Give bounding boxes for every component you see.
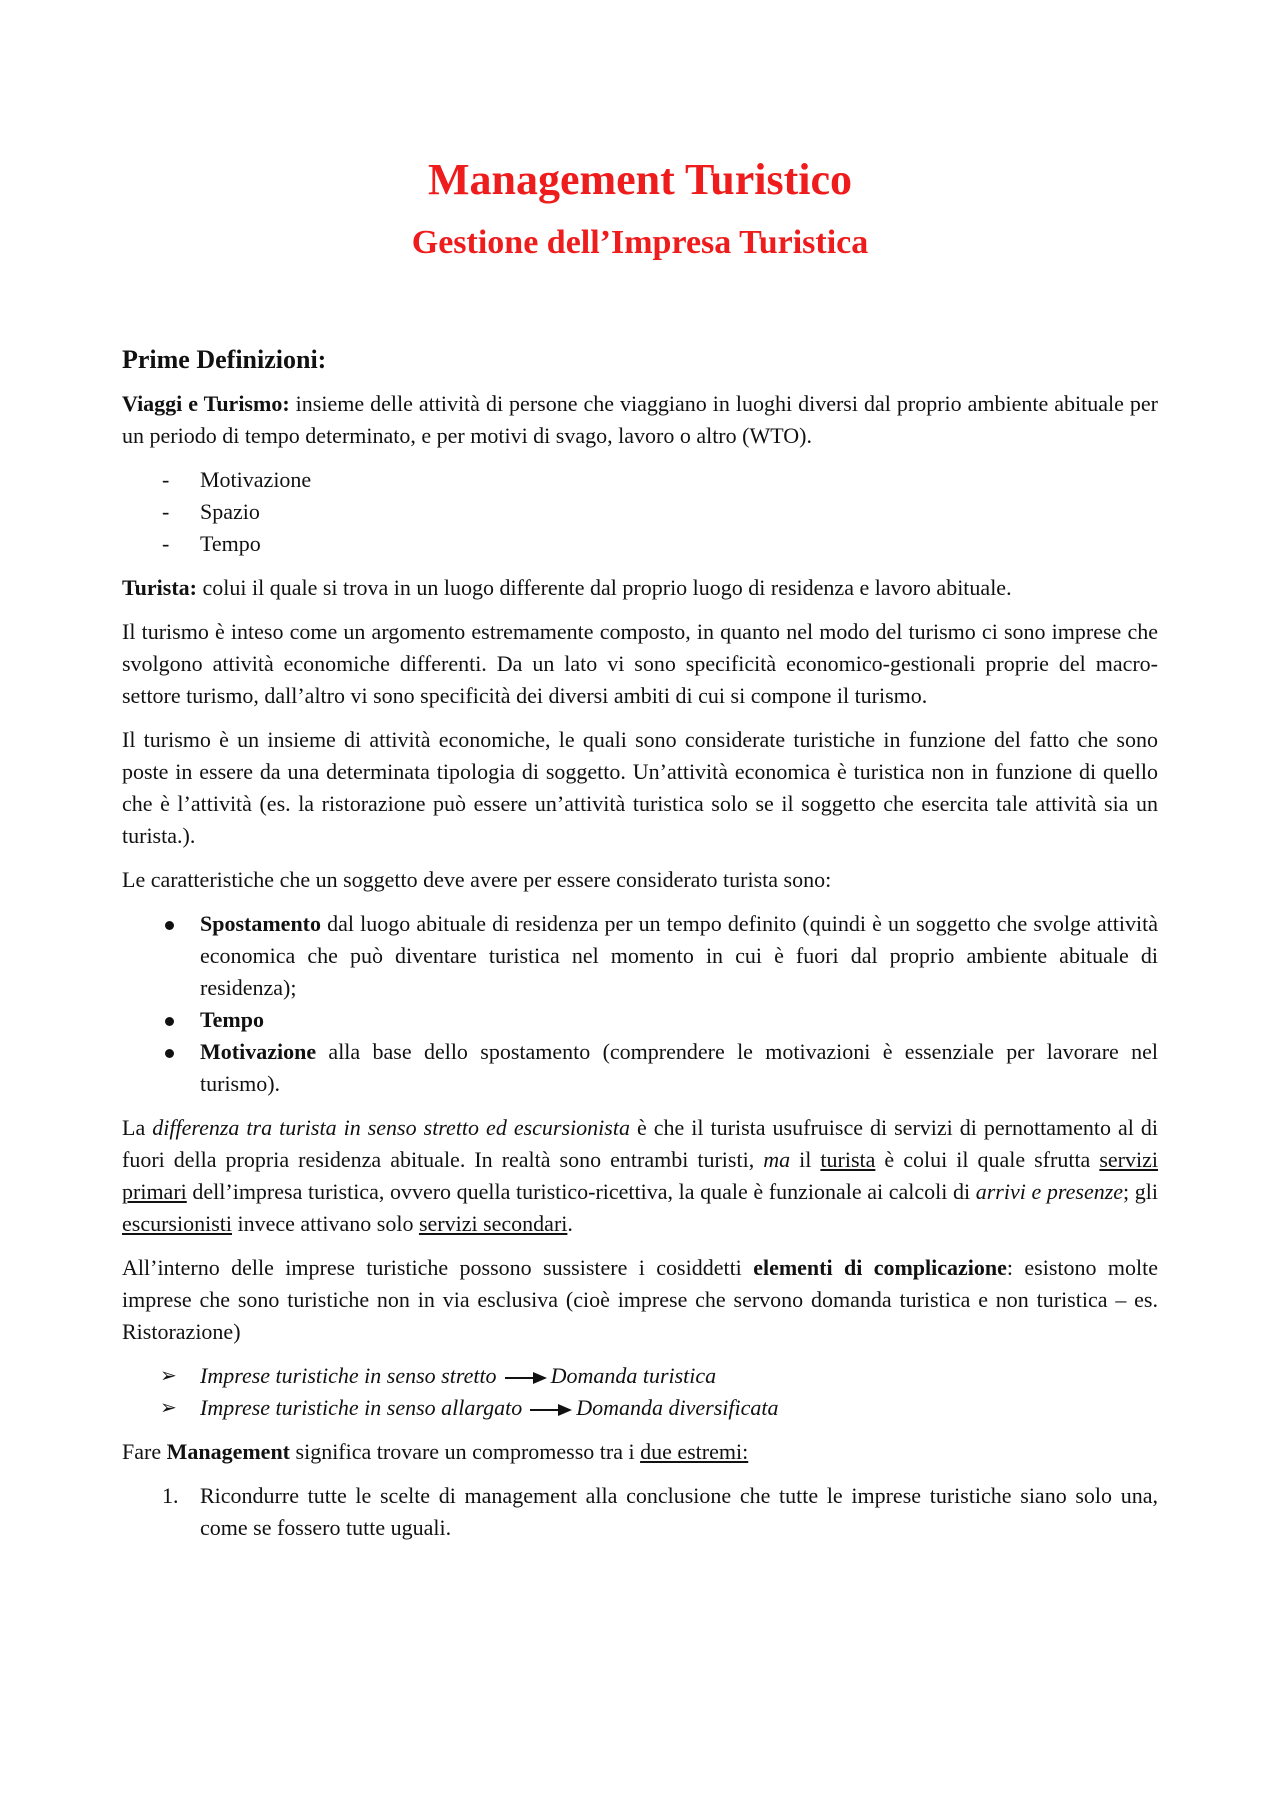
italic-run: ma (763, 1147, 791, 1172)
text-run: il (790, 1147, 821, 1172)
list-item-text: Motivazione (200, 467, 312, 492)
text-run: Fare (122, 1439, 167, 1464)
term-viaggi-turismo: Viaggi e Turismo: (122, 391, 290, 416)
bullet-icon (165, 1049, 174, 1058)
document-subtitle: Gestione dell’Impresa Turistica (411, 224, 869, 261)
bold-run: elementi di complicazione (753, 1255, 1007, 1280)
bullet-term: Spostamento (200, 911, 322, 936)
list-item (122, 1392, 1158, 1424)
text-run: significa trovare un compromesso tra i (290, 1439, 641, 1464)
paragraph-management (122, 1436, 1158, 1468)
arrowhead-bullet-icon: ➢ (160, 1365, 177, 1387)
text-run: : esistono molte imprese che sono turistiche non in via esclusiva (cioè imprese che servono domanda turistica e non turistica – es. Ristorazione) (122, 1255, 1158, 1344)
list-item (122, 1480, 1158, 1544)
list-item (122, 528, 1158, 560)
arrow-item-right: Domanda diversificata (576, 1395, 779, 1420)
arrow-item-left: Imprese turistiche in senso allargato (200, 1395, 523, 1420)
bullet-text: alla base dello spostamento (comprendere le motivazioni è essenziale per lavorare nel turismo). (200, 1039, 1158, 1096)
underlined-run: servizi primari (122, 1147, 1159, 1204)
definition-text: insieme delle attività di persone che viaggiano in luoghi diversi dal proprio ambiente abituale per un periodo di tempo determinato, e per motivi di svago, lavoro o altro (WTO). (122, 391, 1158, 448)
bullet-icon (165, 1017, 174, 1026)
list-item (122, 1360, 1158, 1392)
text-run: . (567, 1211, 573, 1236)
arrow-list (122, 1360, 1158, 1424)
bold-run: Management (166, 1439, 291, 1464)
list-item-text: Spazio (200, 499, 260, 524)
list-item (122, 496, 1158, 528)
text-run: ; gli (1123, 1179, 1158, 1204)
document-page (122, 150, 1158, 1544)
paragraph-caratteristiche: Le caratteristiche che un soggetto deve avere per essere considerato turista sono: (122, 867, 832, 892)
paragraph-differenza (122, 1112, 1158, 1240)
right-arrow-icon (505, 1371, 547, 1385)
bullet-text: dal luogo abituale di residenza per un tempo definito (quindi è un soggetto che svolge attività economica che può diventare turistica nel momento in cui è fuori dal proprio ambiente abituale di residenza); (200, 911, 1158, 1000)
list-item (122, 464, 1158, 496)
arrow-item-right: Domanda turistica (550, 1363, 717, 1388)
dash-marker: - (162, 499, 170, 524)
bullet-term: Motivazione (200, 1039, 317, 1064)
text-run: dell’impresa turistica, ovvero quella turistico-ricettiva, la quale è funzionale ai calcoli di (186, 1179, 976, 1204)
dash-list (122, 464, 1158, 560)
numbered-list (122, 1480, 1158, 1544)
bullet-term: Tempo (200, 1007, 264, 1032)
document-title: Management Turistico (427, 155, 853, 204)
paragraph-complicazione (122, 1252, 1158, 1348)
paragraph-attivita-economiche: Il turismo è un insieme di attività economiche, le quali sono considerate turistiche in funzione del fatto che sono poste in essere da una determinata tipologia di soggetto. Un’attività economica è turistica non in funzione di quello che è l’attività (es. la ristorazione può essere un’attività turistica solo se il soggetto che esercita tale attività sia un turista.). (122, 727, 1158, 848)
italic-run: arrivi e presenze (975, 1179, 1124, 1204)
italic-run: differenza tra turista in senso stretto ed escursionista (152, 1115, 630, 1140)
underlined-run: turista (820, 1147, 876, 1172)
list-item-text: Tempo (200, 531, 261, 556)
bullet-icon (165, 921, 174, 930)
list-number: 1. (162, 1483, 179, 1508)
text-run: invece attivano solo (232, 1211, 419, 1236)
bullet-list (122, 908, 1158, 1100)
text-run: All’interno delle imprese turistiche possono sussistere i cosiddetti (122, 1255, 754, 1280)
definition-text: colui il quale si trova in un luogo differente dal proprio luogo di residenza e lavoro abituale. (196, 575, 1012, 600)
arrowhead-bullet-icon: ➢ (160, 1397, 177, 1419)
paragraph-turismo-composto: Il turismo è inteso come un argomento estremamente composto, in quanto nel modo del turismo ci sono imprese che svolgono attività economiche differenti. Da un lato vi sono specificità economico-gestionali proprie del macro-settore turismo, dall’altro vi sono specificità dei diversi ambiti di cui si compone il turismo. (122, 619, 1158, 708)
underlined-run: escursionisti (122, 1211, 232, 1236)
arrow-item-left: Imprese turistiche in senso stretto (200, 1363, 497, 1388)
text-run: è colui il quale sfrutta (875, 1147, 1100, 1172)
text-run: è che il turista usufruisce di servizi di pernottamento al di fuori della propria residenza abituale. In realtà sono entrambi turisti, (122, 1115, 1159, 1172)
list-item (122, 1036, 1158, 1100)
text-run: La (122, 1115, 153, 1140)
term-turista: Turista: (122, 575, 197, 600)
paragraph-viaggi-turismo (122, 388, 1158, 452)
list-item-text: Ricondurre tutte le scelte di management alla conclusione che tutte le imprese turistiche siano solo una, come se fossero tutte uguali. (200, 1483, 1158, 1540)
right-arrow-icon (530, 1403, 572, 1417)
dash-marker: - (162, 467, 170, 492)
list-item (122, 908, 1158, 1004)
dash-marker: - (162, 531, 170, 556)
underlined-run: due estremi: (640, 1439, 749, 1464)
underlined-run: servizi secondari (418, 1211, 568, 1236)
paragraph-turista (122, 572, 1158, 604)
section-heading: Prime Definizioni: (122, 345, 327, 374)
list-item (122, 1004, 1158, 1036)
